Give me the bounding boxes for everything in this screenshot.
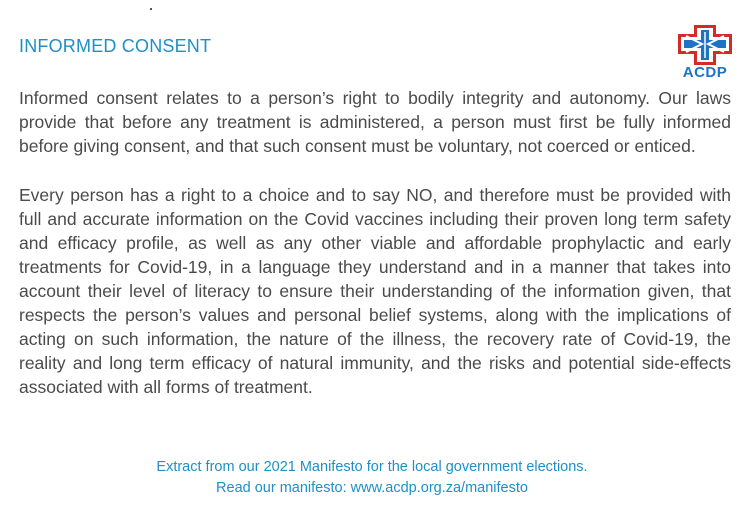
footer-extract-note: Extract from our 2021 Manifesto for the local government elections. [156,459,588,475]
cross-emblem-icon [672,24,738,66]
paragraph-2: Every person has a right to a choice and to say NO, and therefore must be provided with full and accurate information on the Covid vaccines including their proven long term safety and efficacy profile, as well as any other viable and affordable prophylactic and early treatments for Covid-19, in a language they understand and in a manner that takes into account their level of literacy to ensure their understanding of the information given, that respects the person’s values and personal belief systems, along with the implications of acting on such information, the nature of the illness, the recovery rate of Covid-19, the reality and long term efficacy of natural immunity, and the risks and potential side-effects associated with all forms of treatment. [19,185,731,397]
acdp-logo [672,24,738,82]
article-body [19,86,731,399]
paragraph-1: Informed consent relates to a person’s right to bodily integrity and autonomy. Our laws provide that before any treatment is administered, a person must first be fully informed before giving consent, and that such consent must be voluntary, not coerced or enticed. [19,88,731,156]
footer [0,457,744,499]
logo-text: ACDP [682,64,728,81]
section-title: INFORMED CONSENT [19,36,212,56]
stray-dot [150,8,152,10]
footer-manifesto-link[interactable]: Read our manifesto: www.acdp.org.za/manifesto [216,480,528,496]
